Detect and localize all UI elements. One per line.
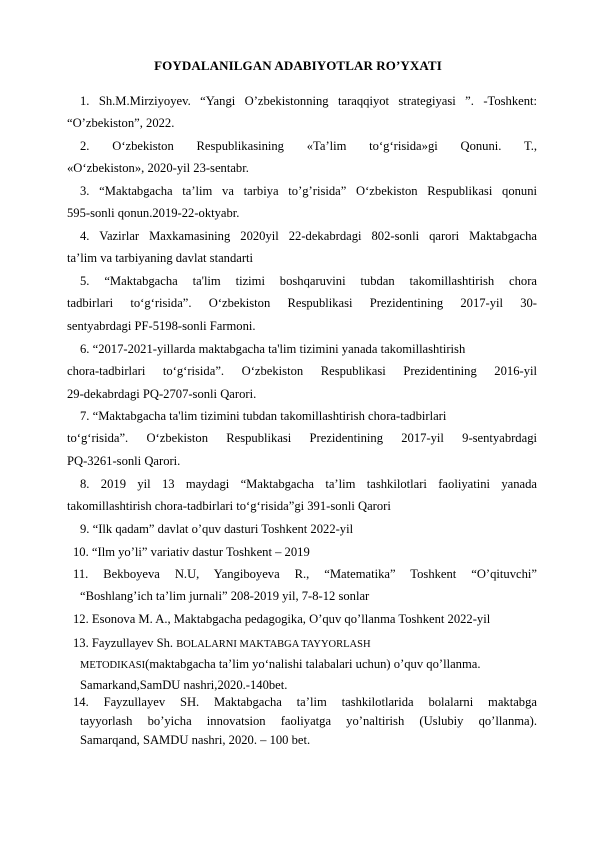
reference-line: tadbirlari to‘g‘risida”. O‘zbekiston Respublikasi Prezidentining 2017-yil 30-	[67, 296, 537, 311]
reference-line: 3. “Maktabgacha ta’lim va tarbiya to’g’risida” O‘zbekiston Respublikasi qonuni	[80, 184, 537, 198]
reference-line: 4. Vazirlar Maxkamasining 2020yil 22-dekabrdagi 802-sonli qarori Maktabgacha	[80, 229, 537, 243]
reference-line: 2. O‘zbekiston Respublikasining «Ta’lim to‘g‘risida»gi Qonuni. T.,	[80, 139, 537, 153]
reference-line: chora-tadbirlari to‘g‘risida”. O‘zbekiston Respublikasi Prezidentining 2016-yil	[67, 364, 537, 379]
reference-line: 595-sonli qonun.2019-22-oktyabr.	[67, 206, 240, 221]
reference-item-7	[67, 405, 537, 472]
reference-item-3	[67, 180, 537, 225]
reference-line: 1. Sh.M.Mirziyoyev. “Yangi O’zbekistonning taraqqiyot strategiyasi ”. -Toshkent:	[80, 94, 537, 108]
reference-item-11	[60, 563, 537, 608]
reference-item-4	[67, 225, 537, 270]
reference-item-8	[67, 473, 537, 518]
reference-line: tayyorlash bo’yicha innovatsion faoliyatga yo’naltirish (Uslubiy qo’llanma).	[80, 714, 537, 728]
reference-line: 7. “Maktabgacha ta'lim tizimini tubdan takomillashtirish chora-tadbirlari	[80, 409, 447, 423]
reference-item-10	[60, 541, 530, 563]
reference-line: 9. “Ilk qadam” davlat o’quv dasturi Toshkent 2022-yil	[80, 522, 354, 536]
reference-line: 8. 2019 yil 13 maydagi “Maktabgacha ta’lim tashkilotlari faoliyatini yanada	[80, 477, 537, 491]
reference-item-5	[67, 270, 537, 337]
reference-line: METODIKASI(maktabgacha ta’lim yo‘nalishi talabalari uchun) o’quv qo’llanma.	[80, 657, 481, 671]
reference-line: 11. Bekboyeva N.U, Yangiboyeva R., “Matematika” Toshkent “O’qituvchi”	[73, 567, 537, 581]
page-title: FOYDALANILGAN ADABIYOTLAR RO’YXATI	[154, 58, 442, 73]
reference-line: ta’lim va tarbiyaning davlat standarti	[67, 251, 254, 266]
reference-item-6	[67, 338, 537, 405]
reference-line: sentyabrdagi PF-5198-sonli Farmoni.	[67, 318, 256, 333]
reference-line: «O‘zbekiston», 2020-yil 23-sentabr.	[67, 161, 249, 176]
reference-line: 6. “2017-2021-yillarda maktabgacha ta'lim tizimini yanada takomillashtirish	[80, 342, 466, 356]
reference-line: to‘g‘risida”. O‘zbekiston Respublikasi Prezidentining 2017-yil 9-sentyabrdagi	[67, 431, 537, 446]
reference-line: 12. Esonova M. A., Maktabgacha pedagogika, O’quv qo’llanma Toshkent 2022-yil	[73, 612, 491, 626]
reference-item-13	[60, 633, 530, 694]
reference-item-12	[60, 608, 530, 630]
reference-item-1	[67, 90, 537, 135]
reference-line: 14. Fayzullayev SH. Maktabgacha ta’lim tashkilotlarida bolalarni maktabga	[73, 695, 537, 709]
reference-line: 10. “Ilm yo’li” variativ dastur Toshkent – 2019	[73, 545, 310, 559]
reference-line: “O’zbekiston”, 2022.	[67, 116, 175, 131]
reference-line: 13. Fayzullayev Sh. BOLALARNI MAKTABGA TAYYORLASH	[73, 636, 371, 650]
reference-item-14	[60, 692, 537, 749]
reference-item-9	[67, 518, 537, 540]
reference-item-2	[67, 135, 537, 180]
reference-line: “Boshlang’ich ta’lim jurnali” 208-2019 yil, 7-8-12 sonlar	[80, 589, 370, 604]
reference-line: Samarqand, SAMDU nashri, 2020. – 100 bet.	[80, 732, 311, 747]
reference-line: PQ-3261-sonli Qarori.	[67, 453, 181, 468]
reference-line: 5. “Maktabgacha ta'lim tizimi boshqaruvini tubdan takomillashtirish chora	[80, 274, 537, 288]
reference-line: takomillashtirish chora-tadbirlari to‘g‘risida”gi 391-sonli Qarori	[67, 499, 391, 514]
reference-line: Samarkand,SamDU nashri,2020.-140bet.	[80, 677, 288, 692]
reference-line: 29-dekabrdagi PQ-2707-sonli Qarori.	[67, 386, 257, 401]
